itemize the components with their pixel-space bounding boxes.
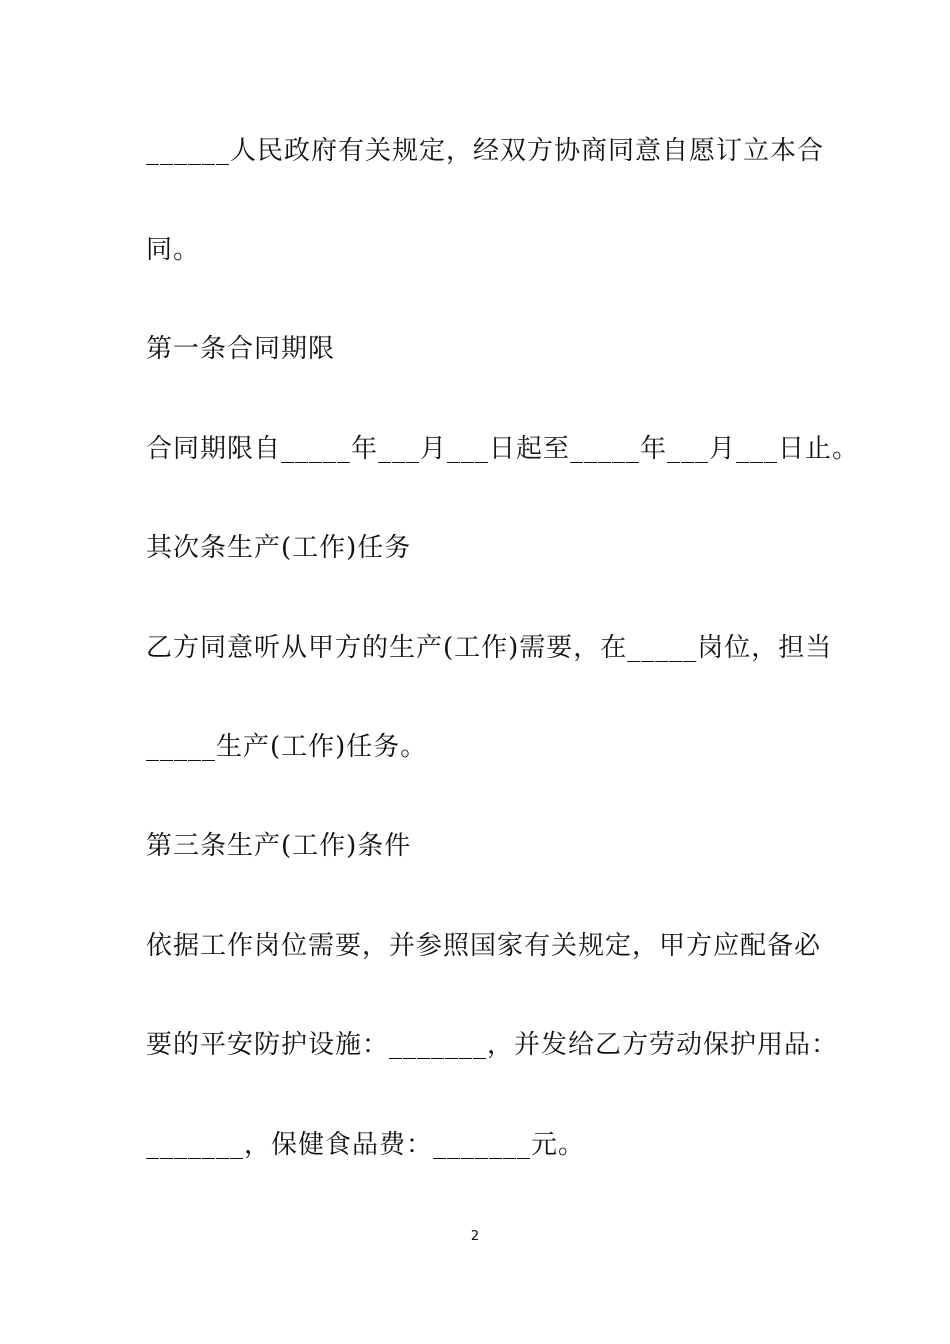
paragraph-line: ______人民政府有关规定，经双方协商同意自愿订立本合 (146, 136, 825, 166)
page-number: 2 (470, 1229, 480, 1244)
section-heading-term: 第一条合同期限 (146, 334, 336, 364)
paragraph-line: 乙方同意听从甲方的生产(工作)需要，在_____岗位，担当 (146, 633, 833, 663)
section-heading-conditions: 第三条生产(工作)条件 (146, 831, 412, 861)
paragraph-line: _______，保健食品费：_______元。 (146, 1130, 586, 1160)
paragraph-line: 要的平安防护设施：_______，并发给乙方劳动保护用品： (146, 1030, 839, 1060)
paragraph-line: 同。 (146, 235, 201, 265)
paragraph-line: 合同期限自_____年___月___日起至_____年___月___日止。 (146, 434, 860, 464)
section-heading-tasks: 其次条生产(工作)任务 (146, 533, 412, 563)
paragraph-line: _____生产(工作)任务。 (146, 732, 428, 762)
paragraph-line: 依据工作岗位需要，并参照国家有关规定，甲方应配备必 (146, 931, 822, 961)
